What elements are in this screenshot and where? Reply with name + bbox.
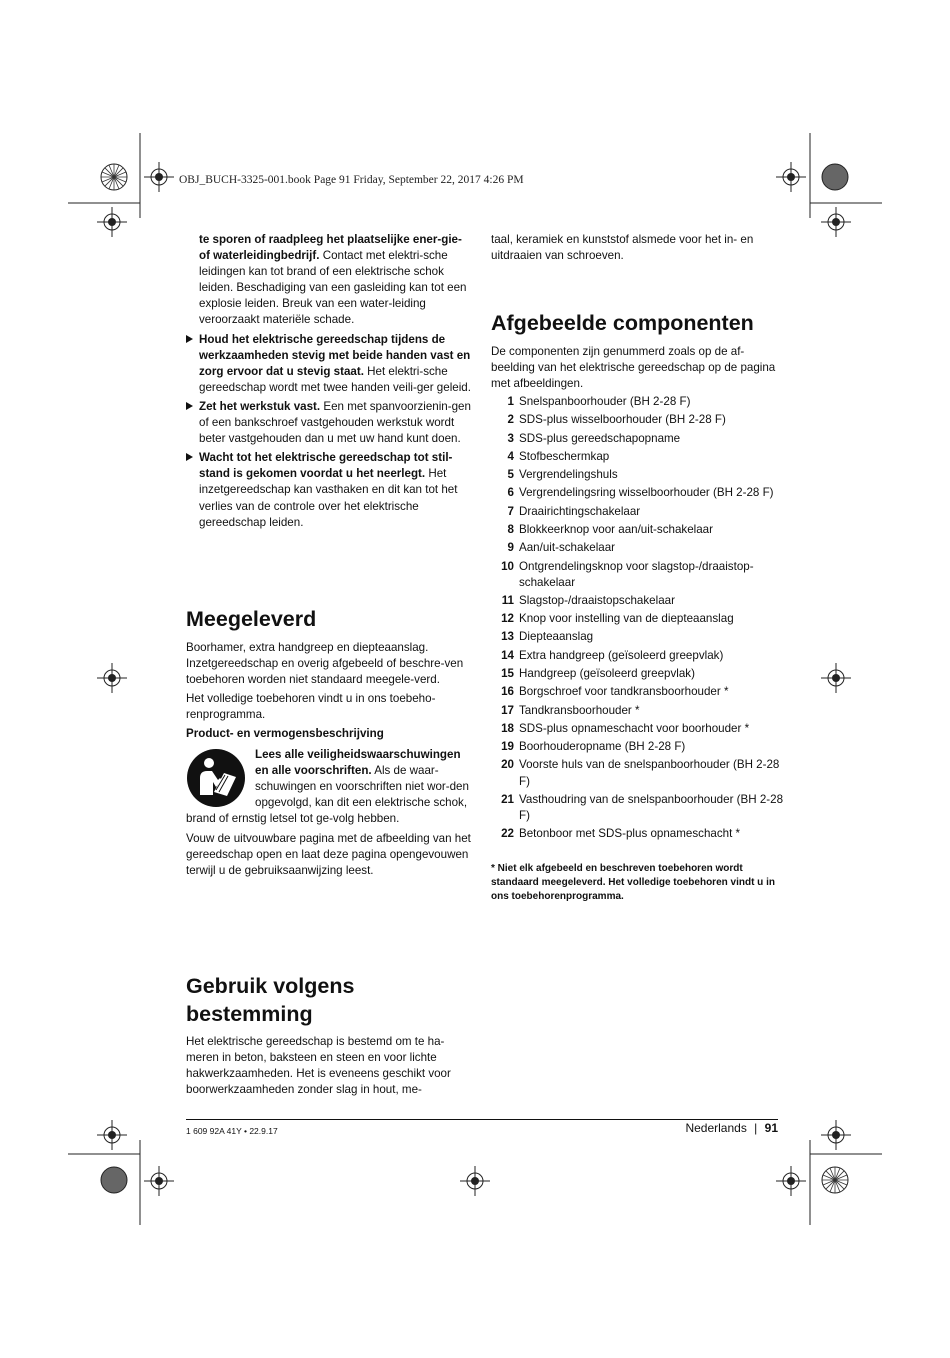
component-label: SDS-plus opnameschacht voor boorhouder * xyxy=(519,721,750,735)
registration-mark-icon xyxy=(97,663,127,693)
component-number: 21 xyxy=(501,792,514,806)
component-label: SDS-plus wisselboorhouder (BH 2-28 F) xyxy=(519,413,726,427)
page-number: 91 xyxy=(764,1121,778,1135)
component-label: Snelspanboorhouder (BH 2-28 F) xyxy=(519,395,691,408)
gray-circle-icon xyxy=(821,163,849,191)
gas-water-paragraph: te sporen of raadpleeg het plaatselijke ener-gie- of waterleidingbedrijf. Contact met elektri-sche leidingen kan tot brand of een elektrische schok leiden. Beschadiging van een gasleiding kan tot een explosie leiden. Breuk van een water-leiding veroorzaakt materiële schade. xyxy=(199,233,467,327)
component-item xyxy=(491,522,791,538)
component-number: 10 xyxy=(501,559,514,573)
component-label: Extra handgreep (geïsoleerd greepvlak) xyxy=(519,648,724,662)
component-label: Betonboor met SDS-plus opnameschacht * xyxy=(519,827,741,841)
footer-rule xyxy=(186,1119,778,1120)
bullet-triangle-icon xyxy=(186,335,193,343)
component-label: Draairichtingschakelaar xyxy=(519,504,641,518)
registration-mark-icon xyxy=(776,1166,806,1196)
component-label: Blokkeerknop voor aan/uit-schakelaar xyxy=(519,522,713,536)
bullet-item: Zet het werkstuk vast. Een met spanvoorzienin-gen of een bankschroef vastgehouden werkstuk wordt beter vastgehouden dan u met uw hand kunt doen. xyxy=(186,399,474,447)
star-target-icon xyxy=(821,1166,849,1194)
component-number: 22 xyxy=(501,827,514,841)
star-target-icon xyxy=(100,163,128,191)
bullet-triangle-icon xyxy=(186,402,193,410)
component-number: 2 xyxy=(507,413,514,427)
component-number: 17 xyxy=(501,703,514,717)
registration-mark-icon xyxy=(144,1166,174,1196)
component-label: Vergrendelingshuls xyxy=(519,468,618,482)
component-item xyxy=(491,467,791,483)
sub-heading: Product- en vermogensbeschrijving xyxy=(186,727,384,741)
component-label: Aan/uit-schakelaar xyxy=(519,541,616,555)
bullet-item: Wacht tot het elektrische gereedschap tot stil-stand is gekomen voordat u het neerlegt. Het inzetgereedschap kan vasthaken en dit kan tot het verlies van de controle over het elektrische gereedschap leiden. xyxy=(186,450,474,530)
heading-gebruik: Gebruik volgens bestemming xyxy=(186,974,355,1026)
components-list xyxy=(491,394,791,844)
component-label: Borgschroef voor tandkransboorhouder * xyxy=(519,685,729,699)
component-item xyxy=(491,629,791,645)
component-label: Diepteaanslag xyxy=(519,630,594,644)
component-label: SDS-plus gereedschapopname xyxy=(519,431,681,445)
component-number: 5 xyxy=(507,468,514,482)
registration-mark-icon xyxy=(97,1120,127,1150)
component-item xyxy=(491,449,791,465)
component-label: Knop voor instelling van de diepteaanslag xyxy=(519,612,734,626)
toebehoren-paragraph: Het volledige toebehoren vindt u in ons toebeho-renprogramma. xyxy=(186,692,436,722)
component-number: 9 xyxy=(507,541,514,555)
component-item xyxy=(491,394,791,410)
footnote: * Niet elk afgebeeld en beschreven toebehoren wordt standaard meegeleverd. Het volledige toebehoren vindt u in ons toebehorenprogramma. xyxy=(491,863,775,902)
component-number: 12 xyxy=(501,612,514,626)
component-item xyxy=(491,412,791,428)
component-number: 3 xyxy=(507,431,514,445)
component-item xyxy=(491,703,791,719)
component-item xyxy=(491,721,791,737)
registration-mark-icon xyxy=(144,162,174,192)
component-label: Handgreep (geïsoleerd greepvlak) xyxy=(519,667,695,681)
heading-meegeleverd: Meegeleverd xyxy=(186,607,317,631)
page-footer xyxy=(650,1121,778,1135)
component-item xyxy=(491,559,791,591)
component-item xyxy=(491,540,791,556)
file-info-header: OBJ_BUCH-3325-001.book Page 91 Friday, September 22, 2017 4:26 PM xyxy=(179,174,524,186)
registration-mark-icon xyxy=(821,207,851,237)
component-item xyxy=(491,593,791,609)
component-item xyxy=(491,648,791,664)
component-number: 8 xyxy=(507,522,514,536)
doc-code: 1 609 92A 41Y • 22.9.17 xyxy=(186,1126,278,1136)
component-item xyxy=(491,431,791,447)
component-item xyxy=(491,757,791,789)
bullet-triangle-icon xyxy=(186,453,193,461)
component-label: Stofbeschermkap xyxy=(519,449,610,463)
component-number: 14 xyxy=(501,648,514,662)
component-label: Ontgrendelingsknop voor slagstop-/draaistop-schakelaar xyxy=(519,559,754,589)
component-item xyxy=(491,739,791,755)
read-manual-icon xyxy=(186,748,246,808)
component-item xyxy=(491,792,791,824)
component-label: Slagstop-/draaistopschakelaar xyxy=(519,593,675,607)
registration-mark-icon xyxy=(776,162,806,192)
component-label: Vergrendelingsring wisselboorhouder (BH 2-28 F) xyxy=(519,486,774,500)
meegeleverd-paragraph: Boorhamer, extra handgreep en diepteaanslag. Inzetgereedschap en overig afgebeeld of beschre-ven toebehoren worden niet standaard meegele-verd. xyxy=(186,641,464,687)
fold-out-paragraph: Vouw de uitvouwbare pagina met de afbeelding van het gereedschap open en laat deze pagina opengevouwen terwijl u de gebruiksaanwijzing leest. xyxy=(186,832,471,878)
continued-paragraph: taal, keramiek en kunststof alsmede voor het in- en uitdraaien van schroeven. xyxy=(491,233,754,263)
registration-mark-icon xyxy=(97,207,127,237)
component-label: Vasthoudring van de snelspanboorhouder (BH 2-28 F) xyxy=(519,792,784,822)
language-label: Nederlands xyxy=(685,1121,747,1135)
component-label: Voorste huls van de snelspanboorhouder (BH 2-28 F) xyxy=(519,758,780,788)
component-item xyxy=(491,504,791,520)
registration-mark-icon xyxy=(821,1120,851,1150)
component-item xyxy=(491,826,791,842)
warning-block: Lees alle veiligheidswaarschuwingen en alle voorschriften. Als de waar-schuwingen en voorschriften niet wor-den opgevolgd, kan dit een elektrische schok, brand of ernstig letsel tot ge-volg hebben. xyxy=(186,747,469,825)
component-number: 4 xyxy=(507,449,514,463)
component-number: 7 xyxy=(507,504,514,518)
component-number: 6 xyxy=(507,486,514,500)
component-number: 1 xyxy=(507,395,514,408)
heading-componenten: Afgebeelde componenten xyxy=(491,311,754,335)
component-number: 16 xyxy=(501,685,514,699)
component-number: 20 xyxy=(501,758,514,772)
component-number: 13 xyxy=(501,630,514,644)
componenten-intro: De componenten zijn genummerd zoals op de af-beelding van het elektrische gereedschap op de pagina met afbeeldingen. xyxy=(491,345,776,391)
gray-circle-icon xyxy=(100,1166,128,1194)
component-number: 19 xyxy=(501,740,514,754)
footer-separator: | xyxy=(754,1121,758,1135)
component-item xyxy=(491,666,791,682)
component-number: 18 xyxy=(501,721,514,735)
meegeleverd-section xyxy=(186,640,474,882)
left-column xyxy=(186,232,474,534)
component-number: 15 xyxy=(501,667,514,681)
component-number: 11 xyxy=(501,593,514,607)
component-item xyxy=(491,611,791,627)
registration-mark-icon xyxy=(821,663,851,693)
component-item xyxy=(491,485,791,501)
gebruik-paragraph: Het elektrische gereedschap is bestemd om te ha-meren in beton, baksteen en steen en voor lichte hakwerkzaamheden. Het is eveneens geschikt voor boorwerkzaamheden zonder slag in hout, me- xyxy=(186,1035,451,1097)
registration-mark-icon xyxy=(460,1166,490,1196)
bullet-item: Houd het elektrische gereedschap tijdens de werkzaamheden stevig met beide handen vast en zorg ervoor dat u stevig staat. Het elektri-sche gereedschap wordt met twee handen veili-ger geleid. xyxy=(186,332,474,396)
component-label: Tandkransboorhouder * xyxy=(519,703,640,717)
component-label: Boorhouderopname (BH 2-28 F) xyxy=(519,740,686,754)
component-item xyxy=(491,684,791,700)
